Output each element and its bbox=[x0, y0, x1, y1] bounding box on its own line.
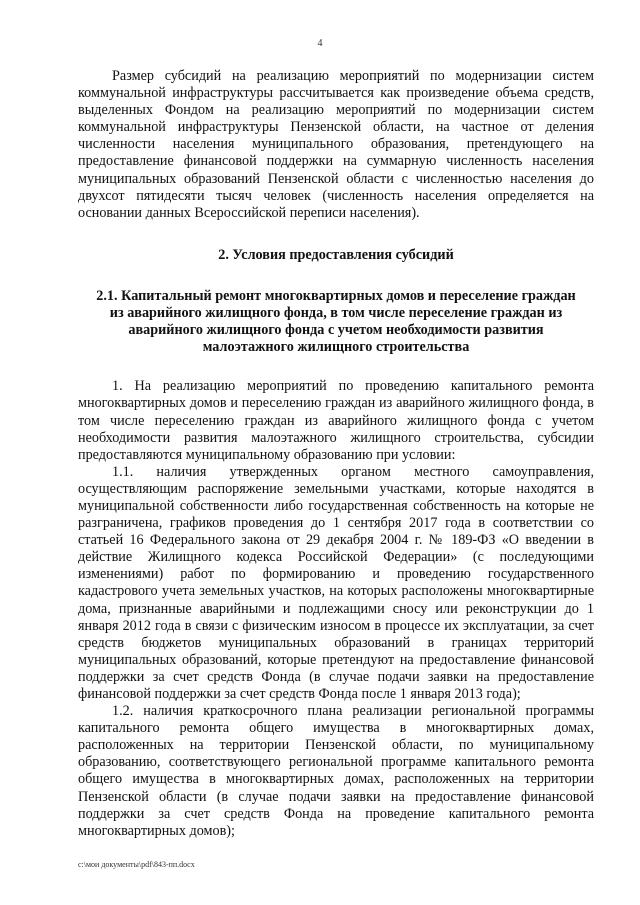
document-body bbox=[78, 68, 594, 840]
subsection-heading: 2.1. Капитальный ремонт многоквартирных домов и переселение граждан из аварийного жилищного фонда, в том числе переселение граждан из аварийного жилищного фонда с учетом необходимости развития малоэтажного жилищного строительства bbox=[96, 287, 576, 356]
paragraph-1-2: 1.2. наличия краткосрочного плана реализации региональной программы капитального ремонта общего имущества в многоквартирных домах, расположенных на территории Пензенской области, по муниципальному образованию, соответствующего региональной программе капитального ремонта общего имущества в многоквартирных домах, расположенных на территории Пензенской области (в случае подачи заявки на предоставление финансовой поддержки за счет средств Фонда на проведение капитального ремонта многоквартирных домов); bbox=[78, 703, 594, 839]
paragraph-1-1: 1.1. наличия утвержденных органом местного самоуправления, осуществляющим распоряжение земельными участками, которые находятся в муниципальной собственности либо государственная собственность на которые не разграничена, графиков проведения до 1 сентября 2017 года в соответствии со статьей 16 Федерального закона от 29 декабря 2004 г. № 189-ФЗ «О введении в действие Жилищного кодекса Российской Федерации» (с последующими изменениями) работ по формированию и проведению государственного кадастрового учета земельных участков, на которых расположены многоквартирные дома, признанные аварийными и подлежащими сносу или реконструкции до 1 января 2012 года в связи с физическим износом в процессе их эксплуатации, за счет средств бюджетов муниципальных образований в границах территорий муниципальных образований, которые претендуют на предоставление финансовой поддержки за счет средств Фонда (в случае подачи заявки на предоставление финансовой поддержки за счет средств Фонда после 1 января 2013 года); bbox=[78, 463, 594, 702]
page-number: 4 bbox=[317, 38, 323, 49]
paragraph-1: 1. На реализацию мероприятий по проведению капитального ремонта многоквартирных домов и переселению граждан из аварийного жилищного фонда, в том числе переселению граждан из аварийного жилищного фонда с учетом необходимости развития малоэтажного жилищного строительства, субсидии предоставляются муниципальному образованию при условии: bbox=[78, 378, 594, 463]
section-heading: 2. Условия предоставления субсидий bbox=[218, 246, 454, 263]
footer-file-path: c:\мои документы\pdf\843-пп.docx bbox=[78, 860, 195, 869]
intro-paragraph: Размер субсидий на реализацию мероприятий по модернизации систем коммунальной инфраструктуры рассчитывается как произведение объема средств, выделенных Фондом на реализацию мероприятий по модернизации систем коммунальной инфраструктуры Пензенской области, на частное от деления численности населения муниципального образования, претендующего на предоставление финансовой поддержки на суммарную численность населения муниципальных образований Пензенской области с численностью населения до двухсот пятидесяти тысяч человек (численность населения определяется на основании данных Всероссийской переписи населения). bbox=[78, 68, 594, 221]
